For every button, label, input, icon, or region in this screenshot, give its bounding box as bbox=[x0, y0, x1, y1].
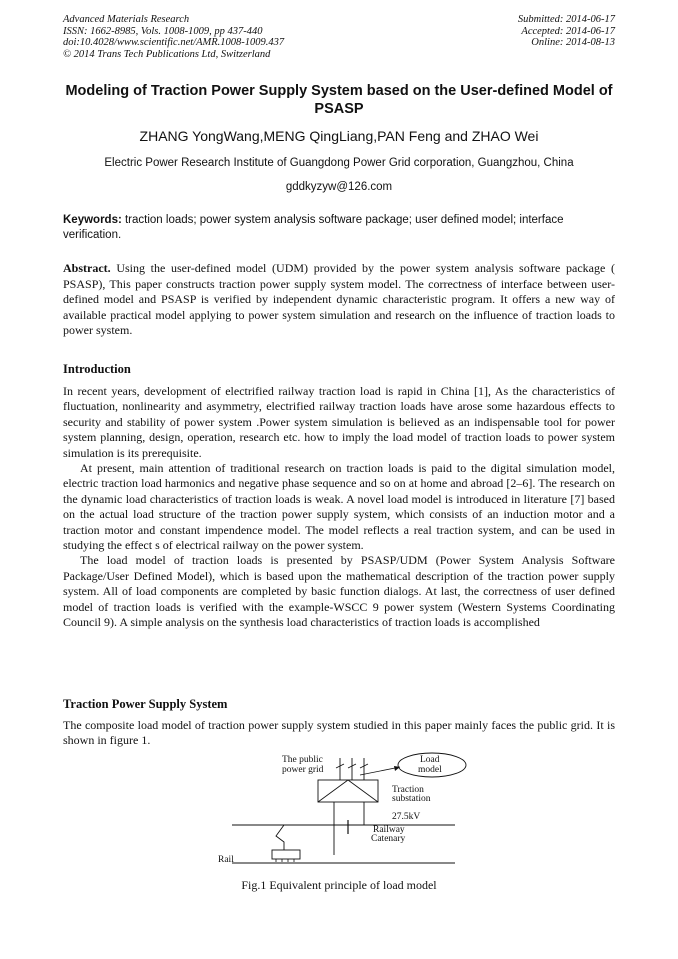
label-rail: Rail bbox=[218, 855, 234, 865]
locomotive-body bbox=[272, 850, 300, 859]
abstract-text: Using the user-defined model (UDM) provided by the power system analysis software package ( PSASP), This paper constructs traction power supply system model. The correctness of interface between user-defined model and PSASP is verified by independent dynamic characteristic program. It offers a new way of available practical model applying to power system simulation and research on the influence of traction loads to power system. bbox=[63, 261, 615, 338]
label-substation-line1: Traction bbox=[392, 785, 424, 795]
keywords-label: Keywords: bbox=[63, 214, 122, 226]
contact-email: gddkyzyw@126.com bbox=[285, 181, 393, 193]
affiliation: Electric Power Research Institute of Guangdong Power Grid corporation, Guangzhou, China bbox=[104, 157, 574, 169]
label-catenary-line2: Catenary bbox=[371, 834, 406, 844]
journal-header-right bbox=[518, 14, 615, 49]
journal-header-left bbox=[63, 14, 284, 60]
traction-section-heading: Traction Power Supply System bbox=[63, 697, 228, 711]
load-model-schematic bbox=[210, 750, 470, 878]
pantograph bbox=[276, 825, 284, 850]
submitted-date: Submitted: 2014-06-17 bbox=[517, 14, 615, 25]
introduction-heading: Introduction bbox=[63, 362, 131, 376]
transformer-diagonal-left bbox=[318, 780, 348, 802]
locomotive-wheels bbox=[276, 859, 294, 862]
paper-title: Modeling of Traction Power Supply System based on the User-defined Model of PSASP bbox=[65, 83, 613, 117]
accepted-date: Accepted: 2014-06-17 bbox=[521, 25, 615, 37]
label-substation-line2: substation bbox=[392, 794, 431, 804]
online-date: Online: 2014-08-13 bbox=[531, 37, 615, 48]
label-public-grid-line1: The public bbox=[282, 755, 323, 765]
keywords-block bbox=[63, 213, 615, 243]
figure-1-diagram bbox=[210, 750, 470, 878]
label-load-model-line1: Load bbox=[420, 755, 440, 765]
arrow-to-load-model bbox=[360, 767, 400, 775]
traction-section-body bbox=[63, 718, 615, 749]
introduction-body bbox=[63, 384, 615, 631]
doi-line: doi:10.4028/www.scientific.net/AMR.1008-1009.437 bbox=[63, 37, 285, 48]
label-catenary-line1: Railway bbox=[373, 825, 405, 835]
abstract-block bbox=[63, 261, 615, 339]
abstract-label: Abstract. bbox=[63, 261, 111, 275]
intro-paragraph-2: At present, main attention of traditional research on traction loads is paid to the digital simulation model, electric traction load harmonics and negative phase sequence and so on at home and abroad [2–6]. The research on the dynamic load characteristics of traction loads is weak. A novel load model is introduced in literature [7] based on the actual load structure of the traction power supply system, which consists of an induction motor and a traction motor and constant impendence model. The model reflects a real traction system, and can be used in studying the effect s of electrical railway on the power system. bbox=[63, 461, 615, 553]
journal-name: Advanced Materials Research bbox=[63, 14, 190, 25]
intro-paragraph-3: The load model of traction loads is presented by PSASP/UDM (Power System Analysis Software Package/User Defined Model), which is based upon the mathematical description of the traction power supply system. All of load components are completed by basic function dialogs. At last, the correctness of user defined model of traction loads is verified with the example-WSCC 9 power system (Western Systems Coordinating Council 9). A simple analysis on the synthesis load characteristics of traction loads is accomplished bbox=[63, 553, 615, 630]
issn-line: ISSN: 1662-8985, Vols. 1008-1009, pp 437-440 bbox=[63, 25, 263, 37]
keywords-text: traction loads; power system analysis software package; user defined model; interface verification. bbox=[63, 214, 564, 241]
author-list: ZHANG YongWang,MENG QingLiang,PAN Feng and ZHAO Wei bbox=[139, 128, 539, 144]
figure-1-caption: Fig.1 Equivalent principle of load model bbox=[241, 878, 437, 892]
traction-substation-box bbox=[318, 780, 378, 802]
label-public-grid-line2: power grid bbox=[282, 765, 324, 775]
copyright-line: © 2014 Trans Tech Publications Ltd, Switzerland bbox=[63, 48, 271, 60]
transformer-diagonal-right bbox=[348, 780, 378, 802]
label-load-model-line2: model bbox=[418, 765, 442, 775]
traction-paragraph: The composite load model of traction power supply system studied in this paper mainly faces the public grid. It is shown in figure 1. bbox=[63, 718, 615, 748]
intro-paragraph-1: In recent years, development of electrified railway traction load is rapid in China [1], As the characteristics of fluctuation, nonlinearity and asymmetry, electrified railway traction loads have arose some hazardous effects to security and stability of power system .Power system simulation is believed as an indispensable tool for power system planning, design, operation, research etc. how to imply the load model of traction loads to power system simulation is its prerequisite. bbox=[63, 384, 615, 460]
label-voltage: 27.5kV bbox=[392, 812, 421, 822]
